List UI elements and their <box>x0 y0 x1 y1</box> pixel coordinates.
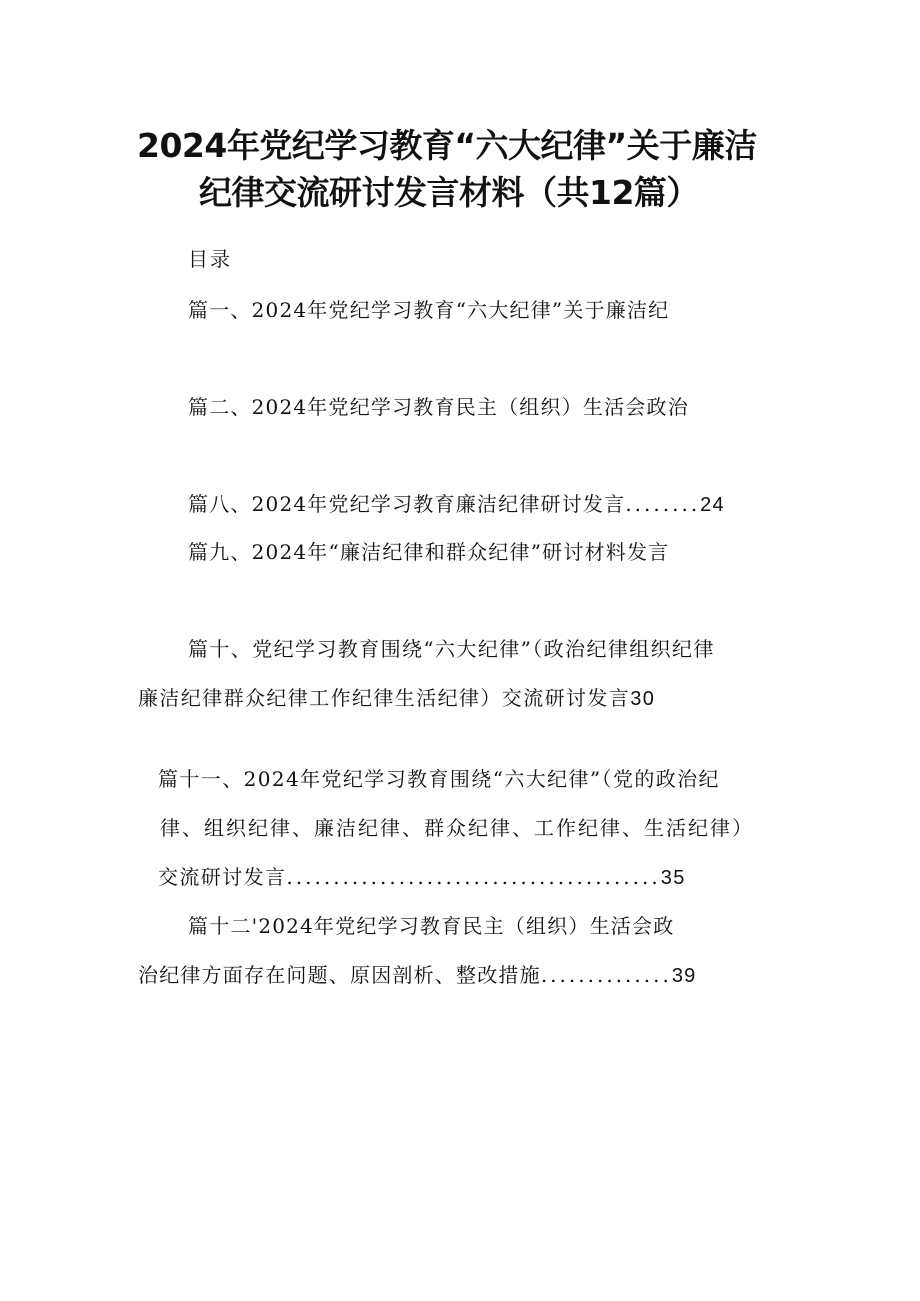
toc-entry-text: 交流研讨发言 <box>158 865 287 889</box>
toc-entry-text: 2024年党纪学习教育“六大纪律”关于廉洁纪 <box>251 298 670 322</box>
toc-entry-10-line-1[interactable] <box>188 636 715 662</box>
toc-entry-2[interactable] <box>188 394 689 420</box>
document-title-line-1: 2024年党纪学习教育“六大纪律”关于廉洁 <box>137 126 757 165</box>
toc-entry-8[interactable] <box>188 491 725 518</box>
toc-leader-dots: ........................................ <box>286 865 661 889</box>
toc-entry-11-line-1[interactable] <box>158 766 720 792</box>
toc-entry-prefix: 篇二、 <box>188 395 252 419</box>
toc-entry-10-line-2[interactable] <box>138 685 655 712</box>
toc-entry-prefix: 篇十、 <box>188 637 253 661</box>
toc-entry-text: 党纪学习教育围绕“六大纪律”（政治纪律组织纪律 <box>252 637 715 661</box>
toc-entry-text: 廉洁纪律群众纪律工作纪律生活纪律）交流研讨发言 <box>138 686 631 710</box>
toc-entry-text: 2024年党纪学习教育民主（组织）生活会政 <box>258 914 675 938</box>
toc-entry-prefix: 篇十二' <box>188 914 259 938</box>
toc-leader-dots: ........ <box>625 492 701 516</box>
toc-entry-11-line-3[interactable] <box>158 864 686 891</box>
document-title-line-2: 纪律交流研讨发言材料（共12篇） <box>199 173 699 212</box>
toc-entry-prefix: 篇九、 <box>188 540 252 564</box>
toc-entry-text: 治纪律方面存在问题、原因剖析、整改措施 <box>138 963 541 987</box>
toc-leader-dots: .............. <box>540 963 672 987</box>
toc-page-number: 24 <box>700 494 725 516</box>
toc-entry-text: 2024年党纪学习教育围绕“六大纪律”（党的政治纪 <box>243 767 720 791</box>
toc-heading: 目录 <box>188 247 232 271</box>
toc-entry-11-line-2[interactable] <box>160 815 754 841</box>
toc-entry-prefix: 篇十一、 <box>158 767 244 791</box>
toc-entry-prefix: 篇一、 <box>188 298 252 322</box>
toc-entry-prefix: 篇八、 <box>188 492 252 516</box>
toc-page-number: 39 <box>671 965 697 987</box>
toc-entry-1[interactable] <box>188 297 669 323</box>
toc-page-number: 30 <box>630 688 656 710</box>
toc-entry-text: 2024年党纪学习教育民主（组织）生活会政治 <box>251 395 689 419</box>
toc-page-number: 35 <box>660 867 686 889</box>
toc-entry-text: 2024年“廉洁纪律和群众纪律”研讨材料发言 <box>251 540 670 564</box>
toc-entry-12-line-2[interactable] <box>138 962 696 989</box>
toc-entry-text: 2024年党纪学习教育廉洁纪律研讨发言 <box>251 492 626 516</box>
toc-entry-12-line-1[interactable] <box>188 913 674 939</box>
toc-entry-9[interactable] <box>188 539 669 565</box>
toc-entry-text: 律、组织纪律、廉洁纪律、群众纪律、工作纪律、生活纪律） <box>160 816 754 840</box>
